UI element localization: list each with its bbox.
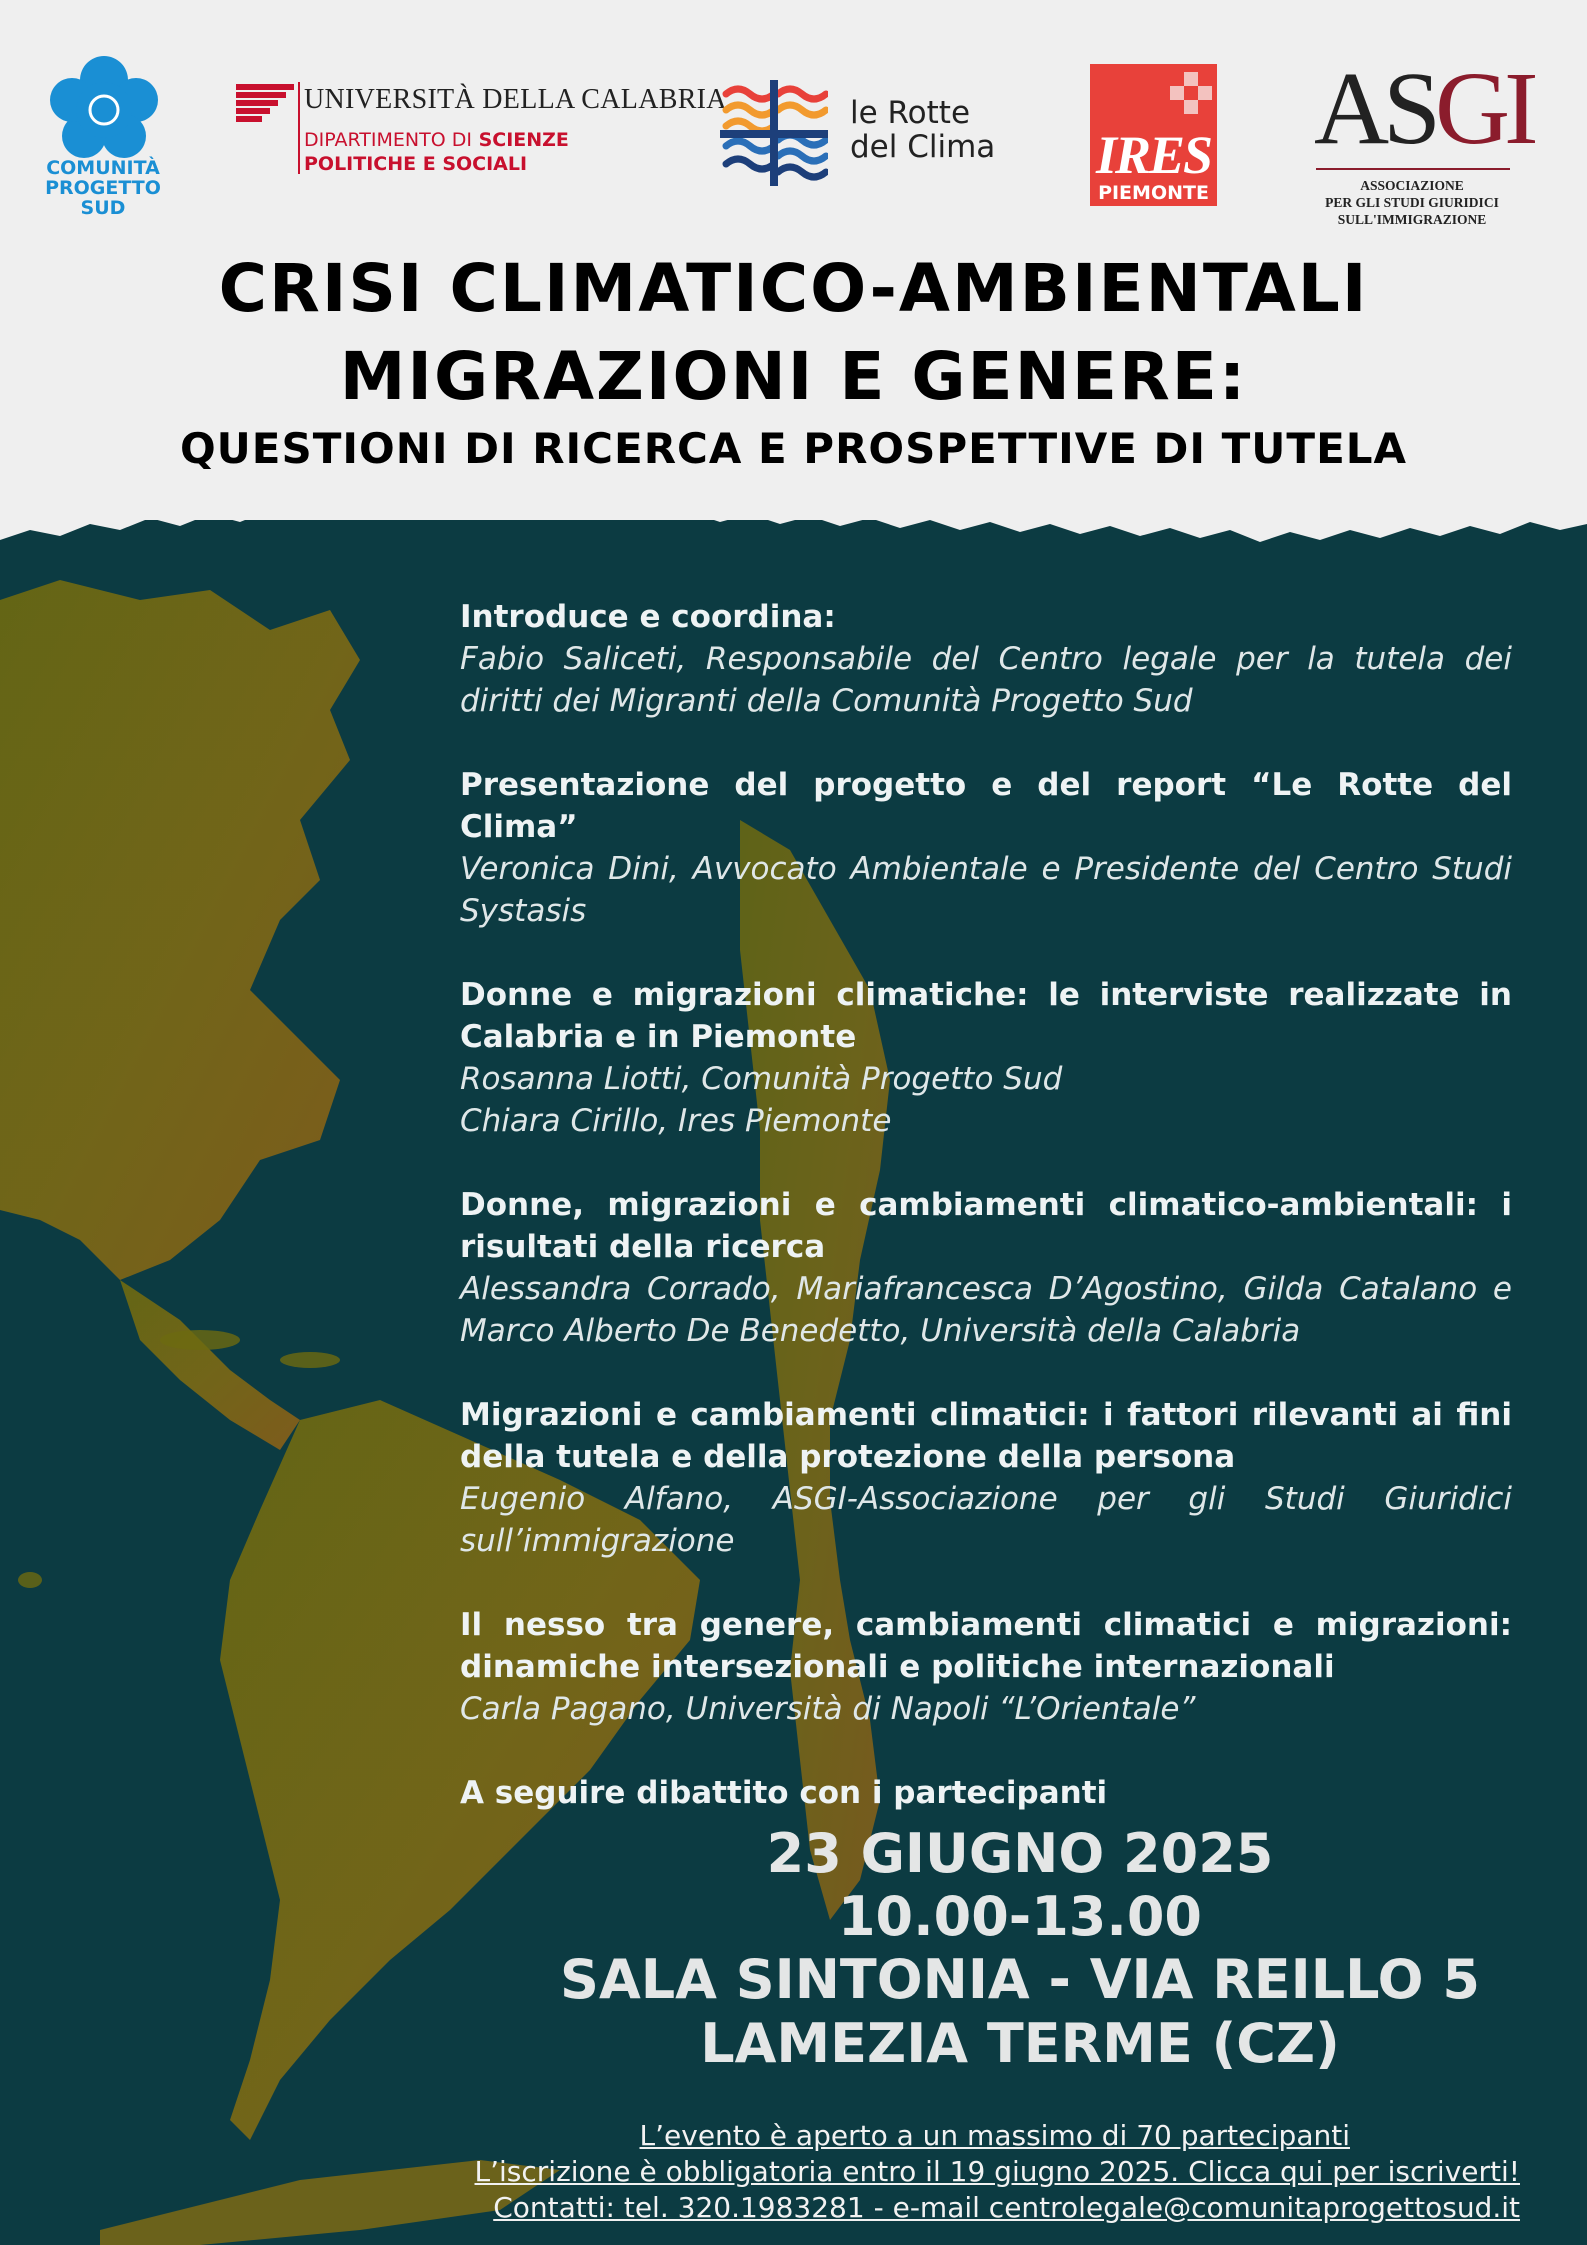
asgi-as: AS [1314, 51, 1435, 166]
event-time: 10.00-13.00 [837, 1885, 1203, 1948]
ires-squares-icon [1170, 72, 1214, 116]
rotte-line1: le Rotte [850, 95, 971, 131]
program-item-speaker: Eugenio Alfano, ASGI-Associazione per gli Studi Giuridici sull’immigrazione [460, 1481, 1512, 1559]
comunita-progetto-sud-label [38, 158, 168, 218]
rotte-line2: del Clima [850, 129, 996, 165]
program-item-title: A seguire dibattito con i partecipanti [460, 1775, 1108, 1811]
asgi-sub2: PER GLI STUDI GIURIDICI [1325, 195, 1499, 210]
title-line3: QUESTIONI DI RICERCA E PROSPETTIVE DI TUTELA [179, 424, 1408, 473]
program-item [460, 764, 1512, 932]
event-venue: SALA SINTONIA - VIA REILLO 5 [560, 1948, 1480, 2011]
cps-line2: PROGETTO [45, 177, 161, 199]
title-line2: MIGRAZIONI E GENERE: [339, 338, 1248, 415]
ires-name: IRES [1095, 125, 1212, 185]
registration-link[interactable]: L’iscrizione è obbligatoria entro il 19 giugno 2025. Clicca qui per iscriverti! [474, 2155, 1520, 2188]
program-item-speaker: Fabio Saliceti, Responsabile del Centro legale per la tutela dei diritti dei Migranti della Comunità Progetto Sud [460, 641, 1512, 719]
program-item-title: Donne e migrazioni climatiche: le interviste realizzate in Calabria e in Piemonte [460, 977, 1512, 1055]
program-item-speaker: Carla Pagano, Università di Napoli “L’Orientale” [460, 1691, 1196, 1727]
program-item [460, 1184, 1512, 1352]
unical-divider [298, 82, 300, 174]
dept-bold: SCIENZE [478, 129, 569, 151]
program-item-title: Migrazioni e cambiamenti climatici: i fattori rilevanti ai fini della tutela e della protezione della persona [460, 1397, 1512, 1475]
cps-line1: COMUNITÀ [46, 157, 160, 179]
program-item [460, 596, 1512, 722]
unical-emblem-icon [236, 84, 294, 122]
program-item-title: Il nesso tra genere, cambiamenti climatici e migrazioni: dinamiche intersezionali e politiche internazionali [460, 1607, 1512, 1685]
cps-line3: SUD [80, 197, 126, 219]
rotte-del-clima-label [850, 96, 995, 164]
program-item-speaker: Rosanna Liotti, Comunità Progetto Sud [460, 1061, 1063, 1097]
unical-department [304, 128, 569, 176]
footer-capacity-note: L’evento è aperto a un massimo di 70 partecipanti [639, 2119, 1350, 2152]
program-item [460, 1604, 1512, 1730]
torn-paper-edge [0, 500, 1587, 580]
program-item [460, 1772, 1512, 1814]
asgi-subtitle [1300, 177, 1524, 228]
asgi-divider [1316, 168, 1510, 170]
flower-logo-icon [48, 56, 160, 160]
dept-line2: POLITICHE E SOCIALI [304, 153, 528, 175]
contacts-link[interactable]: Contatti: tel. 320.1983281 - e-mail centrolegale@comunitaprogettosud.it [493, 2191, 1520, 2224]
asgi-gi: GI [1434, 51, 1533, 166]
event-city: LAMEZIA TERME (CZ) [700, 2012, 1340, 2075]
ires-subtitle: PIEMONTE [1098, 182, 1209, 204]
dept-prefix: DIPARTIMENTO DI [304, 129, 472, 151]
rotte-del-clima-emblem-icon [720, 80, 828, 186]
unical-name: UNIVERSITÀ DELLA CALABRIA [304, 84, 727, 115]
program-item-speaker: Veronica Dini, Avvocato Ambientale e Presidente del Centro Studi Systasis [460, 851, 1512, 929]
event-date: 23 GIUGNO 2025 [766, 1822, 1274, 1885]
program-item-speaker: Alessandra Corrado, Mariafrancesca D’Agostino, Gilda Catalano e Marco Alberto De Benedetto, Università della Calabria [460, 1271, 1512, 1349]
asgi-logo [1314, 51, 1533, 166]
program-item-title: Presentazione del progetto e del report “Le Rotte del Clima” [460, 767, 1512, 845]
program-list [460, 596, 1512, 1856]
asgi-sub1: ASSOCIAZIONE [1360, 178, 1464, 193]
program-item-title: Introduce e coordina: [460, 599, 836, 635]
program-item-title: Donne, migrazioni e cambiamenti climatico-ambientali: i risultati della ricerca [460, 1187, 1512, 1265]
program-item [460, 974, 1512, 1142]
title-line1: CRISI CLIMATICO-AMBIENTALI [218, 250, 1369, 327]
program-item [460, 1394, 1512, 1562]
program-item-speaker: Chiara Cirillo, Ires Piemonte [460, 1103, 892, 1139]
asgi-sub3: SULL'IMMIGRAZIONE [1337, 212, 1487, 227]
